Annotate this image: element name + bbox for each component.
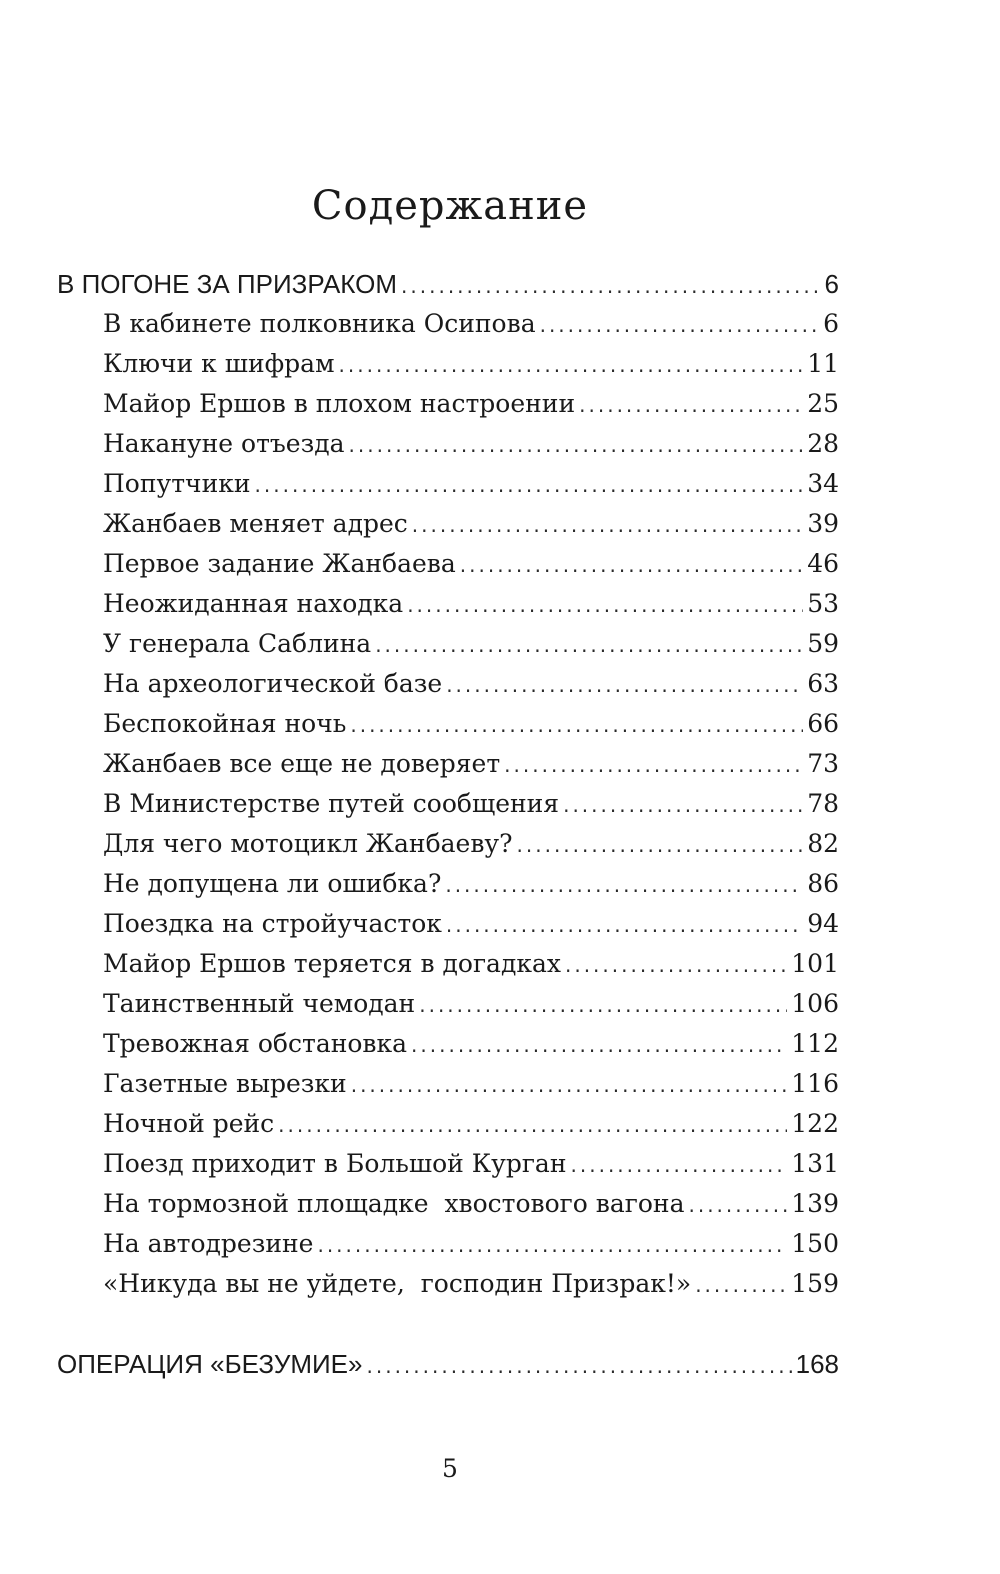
toc-chapter-title: Тревожная обстановка <box>103 1029 408 1058</box>
toc-page-number: 106 <box>791 989 839 1018</box>
dot-leader <box>540 305 820 345</box>
toc-chapter-row[interactable] <box>103 584 839 624</box>
toc-chapter-row[interactable] <box>103 544 839 584</box>
toc-chapter-title: Неожиданная находка <box>103 589 404 618</box>
toc-chapter-row[interactable] <box>103 664 839 704</box>
toc-chapter-title: Газетные вырезки <box>103 1069 347 1098</box>
toc-chapter-title: Майор Ершов в плохом настроении <box>103 389 576 418</box>
toc-chapter-row[interactable] <box>103 824 839 864</box>
toc-chapter-title: У генерала Саблина <box>103 629 372 658</box>
dot-leader <box>419 985 787 1025</box>
toc-chapter-row[interactable] <box>103 1024 839 1064</box>
toc-chapter-title: Первое задание Жанбаева <box>103 549 456 578</box>
toc-chapter-title: В Министерстве путей сообщения <box>103 789 560 818</box>
toc-page-number: 131 <box>791 1149 839 1178</box>
toc-page-number: 82 <box>807 829 839 858</box>
toc-chapter-title: Ключи к шифрам <box>103 349 335 378</box>
toc-chapter-title: Беспокойная ночь <box>103 709 347 738</box>
toc-page-number: 53 <box>807 589 839 618</box>
page-title: Содержание <box>311 183 589 229</box>
dot-leader <box>504 745 803 785</box>
toc-chapter-title: Ночной рейс <box>103 1109 275 1138</box>
dot-leader <box>278 1105 787 1145</box>
toc-chapter-row[interactable] <box>103 864 839 904</box>
toc-chapter-title: Для чего мотоцикл Жанбаеву? <box>103 829 513 858</box>
toc-page-number: 168 <box>795 1349 839 1379</box>
toc-page-number: 159 <box>791 1269 839 1298</box>
toc-chapter-row[interactable] <box>103 344 839 384</box>
toc-part-row[interactable] <box>57 264 839 304</box>
toc-page-number: 46 <box>807 549 839 578</box>
dot-leader <box>446 665 803 705</box>
toc-chapter-row[interactable] <box>103 704 839 744</box>
toc-chapter-title: В кабинете полковника Осипова <box>103 309 536 338</box>
page-number: 5 <box>442 1454 458 1483</box>
toc-page-number: 73 <box>807 749 839 778</box>
toc-chapter-row[interactable] <box>103 304 839 344</box>
toc-page-number: 66 <box>807 709 839 738</box>
toc-chapter-row[interactable] <box>103 784 839 824</box>
dot-leader <box>407 585 803 625</box>
toc-part-row[interactable] <box>57 1344 839 1384</box>
toc-page-number: 39 <box>807 509 839 538</box>
toc-chapter-row[interactable] <box>103 504 839 544</box>
toc-chapter-row[interactable] <box>103 944 839 984</box>
toc-page-number: 34 <box>807 469 839 498</box>
dot-leader <box>349 425 804 465</box>
toc-page-number: 63 <box>807 669 839 698</box>
toc-page-number: 101 <box>791 949 839 978</box>
toc-page-number: 122 <box>791 1109 839 1138</box>
toc-chapter-row[interactable] <box>103 424 839 464</box>
toc-chapter-row[interactable] <box>103 1224 839 1264</box>
toc-page-number: 78 <box>807 789 839 818</box>
toc-page-number: 86 <box>807 869 839 898</box>
toc-chapter-title: Поездка на стройучасток <box>103 909 442 938</box>
toc-chapter-title: Майор Ершов теряется в догадках <box>103 949 561 978</box>
dot-leader <box>367 1346 792 1386</box>
toc-chapter-title: Поезд приходит в Большой Курган <box>103 1149 567 1178</box>
dot-leader <box>460 545 803 585</box>
toc-chapter-title: Накануне отъезда <box>103 429 345 458</box>
dot-leader <box>401 266 821 306</box>
toc-chapter-row[interactable] <box>103 1064 839 1104</box>
toc-chapter-row[interactable] <box>103 384 839 424</box>
dot-leader <box>350 705 803 745</box>
toc-chapter-title: На автодрезине <box>103 1229 314 1258</box>
toc-page-number: 116 <box>791 1069 839 1098</box>
toc-chapter-title: Не допущена ли ошибка? <box>103 869 442 898</box>
toc-page-number: 59 <box>807 629 839 658</box>
toc-page-number: 139 <box>791 1189 839 1218</box>
dot-leader <box>695 1265 787 1305</box>
toc-chapter-title: Попутчики <box>103 469 251 498</box>
toc-chapter-title: Жанбаев все еще не доверяет <box>103 749 501 778</box>
dot-leader <box>579 385 803 425</box>
toc-page-number: 6 <box>824 269 839 299</box>
dot-leader <box>411 1025 787 1065</box>
toc-chapter-row[interactable] <box>103 624 839 664</box>
dot-leader <box>446 905 803 945</box>
toc-page-number: 112 <box>791 1029 839 1058</box>
toc-chapter-row[interactable] <box>103 1144 839 1184</box>
dot-leader <box>339 345 804 385</box>
toc-chapter-row[interactable] <box>103 464 839 504</box>
dot-leader <box>412 505 803 545</box>
toc-page-number: 11 <box>807 349 839 378</box>
dot-leader <box>375 625 803 665</box>
toc-page-number: 25 <box>807 389 839 418</box>
toc-chapter-title: «Никуда вы не уйдете, господин Призрак!» <box>103 1269 692 1298</box>
toc-chapter-title: На археологической базе <box>103 669 443 698</box>
toc-chapter-title: На тормозной площадке хвостового вагона <box>103 1189 685 1218</box>
dot-leader <box>571 1145 788 1185</box>
toc-chapter-row[interactable] <box>103 744 839 784</box>
toc-chapter-title: Жанбаев меняет адрес <box>103 509 408 538</box>
dot-leader <box>255 465 804 505</box>
toc-chapter-title: Таинственный чемодан <box>103 989 416 1018</box>
toc-chapter-row[interactable] <box>103 904 839 944</box>
toc-chapter-row[interactable] <box>103 1184 839 1224</box>
toc-chapter-row[interactable] <box>103 984 839 1024</box>
dot-leader <box>317 1225 787 1265</box>
toc-part-title: В ПОГОНЕ ЗА ПРИЗРАКОМ <box>57 269 398 299</box>
toc-chapter-row[interactable] <box>103 1264 839 1304</box>
dot-leader <box>563 785 803 825</box>
dot-leader <box>517 825 804 865</box>
dot-leader <box>565 945 787 985</box>
toc-page-number: 150 <box>791 1229 839 1258</box>
toc-chapter-row[interactable] <box>103 1104 839 1144</box>
toc-page-number: 6 <box>823 309 839 338</box>
toc-page-number: 94 <box>807 909 839 938</box>
dot-leader <box>445 865 803 905</box>
dot-leader <box>351 1065 788 1105</box>
toc-page-number: 28 <box>807 429 839 458</box>
toc-part-title: ОПЕРАЦИЯ «БЕЗУМИЕ» <box>57 1349 363 1379</box>
dot-leader <box>688 1185 787 1225</box>
